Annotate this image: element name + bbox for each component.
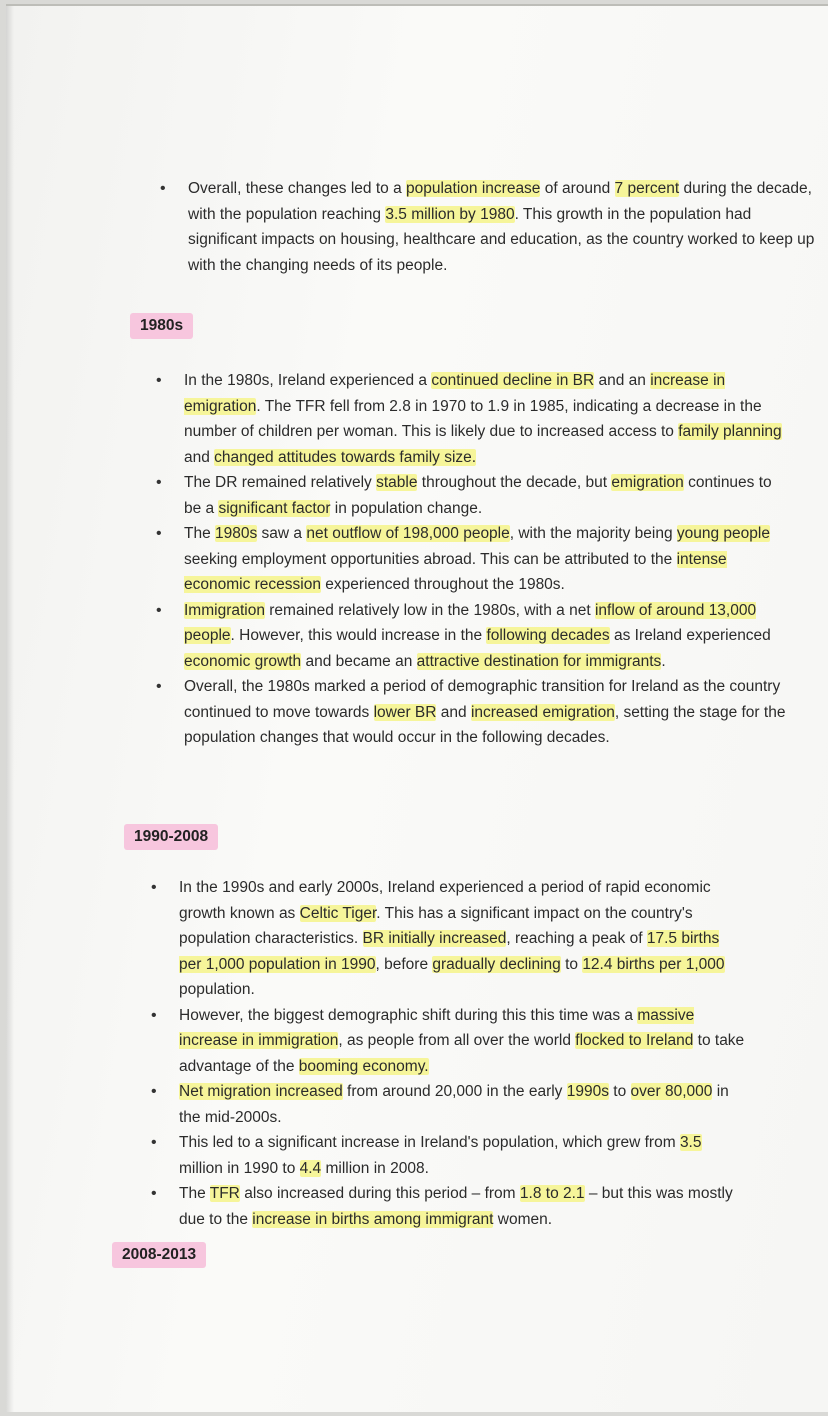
text-run: . This has a significant impact on the country's population characteristics. [179,904,693,947]
highlighted-text: increase in births among immigrant [252,1210,494,1228]
text-run: . The TFR fell from 2.8 in 1970 to 1.9 in 1985, indicating a decrease in the number of children per woman. This is likely due to increased access to [184,397,762,440]
text-run: Overall, these changes led to a [188,180,406,197]
text-run: to [560,955,583,973]
section-heading-1990-2008: 1990-2008 [124,824,218,850]
highlighted-text: increase in emigration [184,372,726,415]
bullet-item [184,368,788,470]
highlighted-text: changed attitudes towards family size. [214,448,477,466]
bullet-item [179,1130,745,1181]
text-run: of around [540,180,615,197]
highlighted-text: booming economy. [298,1057,429,1075]
text-run: In the 1980s, Ireland experienced a [184,372,432,389]
text-run: experienced throughout the 1980s. [320,576,565,593]
text-run: This led to a significant increase in Ireland's population, which grew from [179,1134,680,1151]
text-run: in population change. [330,499,483,517]
text-run: and an [594,372,651,389]
text-run: from around 20,000 in the early [342,1083,567,1100]
text-run: , as people from all over the world [338,1032,576,1049]
text-run: continues to be a [184,474,772,517]
text-run: The DR remained relatively [184,474,377,491]
highlighted-text: massive increase in immigration [179,1006,695,1049]
highlighted-text: following decades [486,627,610,644]
highlighted-text: BR initially increased [362,930,507,947]
highlighted-text: stable [376,474,418,491]
highlighted-text: 4.4 [299,1159,322,1177]
text-run: . However, this would increase in the [230,627,487,644]
text-run: The [184,525,216,542]
highlighted-text: Immigration [184,601,265,619]
text-run: In the 1990s and early 2000s, Ireland experienced a period of rapid economic growth known as [179,879,711,922]
highlighted-text: over 80,000 [630,1083,713,1100]
text-run: saw a [257,525,307,542]
bullet-item [179,875,745,1003]
page-edge-shadow [6,6,14,1412]
text-run: seeking employment opportunities abroad. This can be attributed to the [184,550,677,568]
bullet-list-1970s [188,176,816,278]
bullet-item [184,521,788,598]
section-heading-1980s: 1980s [130,313,193,339]
highlighted-text: 3.5 million by 1980 [385,205,515,223]
bullet-item [184,470,788,521]
highlighted-text: lower BR [373,703,437,721]
text-run: throughout the decade, but [417,474,612,491]
highlighted-text: TFR [209,1185,240,1202]
text-run: – but this was mostly due to the [179,1185,733,1228]
bullet-item [179,1079,745,1130]
highlighted-text: 1.8 to 2.1 [519,1185,585,1202]
highlighted-text: young people [676,525,770,542]
text-run: to take advantage of the [179,1032,745,1075]
text-run: , setting the stage for the population changes that would occur in the following decades. [184,703,786,746]
text-run: The [179,1185,210,1202]
text-run: , before [375,955,433,973]
bullet-item [184,598,788,675]
highlighted-text: net outflow of 198,000 people [306,525,510,542]
text-run: However, the biggest demographic shift during this this time was a [179,1006,638,1024]
text-run: during the decade, with the population reaching [188,180,812,223]
text-run: remained relatively low in the 1980s, with a net [264,601,595,619]
bullet-item [179,1181,745,1232]
highlighted-text: family planning [678,423,782,440]
highlighted-text: inflow of around 13,000 people [184,601,757,644]
highlighted-text: 3.5 [679,1134,702,1151]
bullet-list-1990-2008 [179,875,745,1232]
text-run: Overall, the 1980s marked a period of demographic transition for Ireland as the country continued to move towards [184,678,781,721]
text-run: , reaching a peak of [506,930,647,947]
highlighted-text: Celtic Tiger [299,904,377,922]
highlighted-text: Net migration increased [179,1083,343,1100]
text-run: population. [179,981,255,998]
highlighted-text: 1980s [215,525,258,542]
text-run: million in 2008. [321,1159,429,1177]
text-run: to [608,1083,631,1100]
highlighted-text: economic growth [184,652,302,670]
text-run: million in 1990 to [179,1159,300,1177]
highlighted-text: continued decline in BR [431,372,595,389]
highlighted-text: intense economic recession [184,550,727,593]
highlighted-text: significant factor [218,499,331,517]
bullet-list-1980s [184,368,788,751]
text-run: and became an [301,652,417,670]
highlighted-text: 1990s [566,1083,609,1100]
text-run: , with the majority being [509,525,677,542]
text-run: . [661,652,666,670]
highlighted-text: 12.4 births per 1,000 [582,955,725,973]
highlighted-text: flocked to Ireland [575,1032,694,1049]
text-run: and [184,448,215,466]
notes-page [6,4,828,1412]
text-run: women. [493,1210,553,1228]
highlighted-text: 7 percent [614,180,680,197]
highlighted-text: population increase [406,180,541,197]
bullet-item [179,1003,745,1080]
bullet-item [184,674,788,751]
text-run: also increased during this period – from [239,1185,520,1202]
text-run: in the mid-2000s. [179,1083,729,1126]
highlighted-text: gradually declining [432,955,561,973]
highlighted-text: increased emigration [470,703,615,721]
highlighted-text: attractive destination for immigrants [416,652,662,670]
text-run: and [436,703,471,721]
section-heading-2008-2013: 2008-2013 [112,1242,206,1268]
text-run: as Ireland experienced [609,627,771,644]
text-run: . This growth in the population had significant impacts on housing, healthcare and education, as the country worked to keep up with the changing needs of its people. [188,205,815,274]
highlighted-text: 17.5 births per 1,000 population in 1990 [179,930,720,973]
bullet-item [188,176,816,278]
highlighted-text: emigration [611,474,684,491]
